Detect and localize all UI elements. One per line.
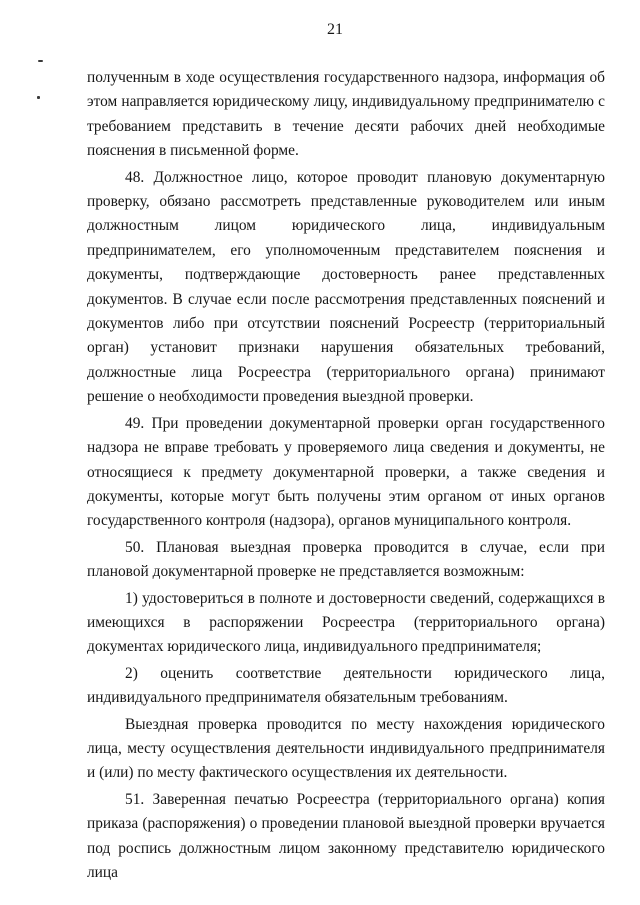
paragraph-continuation: полученным в ходе осуществления государственного надзора, информация об этом направляется юридическому лицу, индивидуальному предпринимателю с требованием представить в течение десяти рабочих дней необходимые пояснения в письменной форме. [87,69,605,160]
scan-artifact-mark [38,60,43,62]
paragraph-site-inspection: Выездная проверка проводится по месту нахождения юридического лица, месту осуществления деятельности индивидуального предпринимателя и (или) по месту фактического осуществления их деятельности. [87,715,605,782]
page-number: 21 [327,21,343,38]
list-item-1: 1) удостовериться в полноте и достоверности сведений, содержащихся в имеющихся в распоряжении Росреестра (территориального органа) документах юридического лица, индивидуального предпринимателя; [87,589,605,656]
document-body [87,66,605,885]
list-item-2: 2) оценить соответствие деятельности юридического лица, индивидуального предпринимателя обязательным требованиям. [87,664,605,707]
paragraph-item-49: 49. При проведении документарной проверки орган государственного надзора не вправе требовать у проверяемого лица сведения и документы, не относящиеся к предмету документарной проверки, а также сведения и документы, которые могут быть получены этим органом от иных органов государственного контроля (надзора), органов муниципального контроля. [87,414,605,530]
paragraph-item-51: 51. Заверенная печатью Росреестра (территориального органа) копия приказа (распоряжения) о проведении плановой выездной проверки вручается под роспись должностным лицом законному представителю юридического лица [87,790,605,881]
scan-artifact-mark [37,96,40,99]
paragraph-item-50: 50. Плановая выездная проверка проводится в случае, если при плановой документарной проверке не представляется возможным: [87,538,605,581]
paragraph-item-48: 48. Должностное лицо, которое проводит плановую документарную проверку, обязано рассмотреть представленные руководителем или иным должностным лицом юридического лица, индивидуальным предпринимателем, его уполномоченным представителем пояснения и документы, подтверждающие достоверность ранее представленных документов. В случае если после рассмотрения представленных пояснений и документов либо при отсутствии пояснений Росреестр (территориальный орган) установит признаки нарушения обязательных требований, должностные лица Росреестра (территориального органа) принимают решение о необходимости проведения выездной проверки. [87,168,605,406]
